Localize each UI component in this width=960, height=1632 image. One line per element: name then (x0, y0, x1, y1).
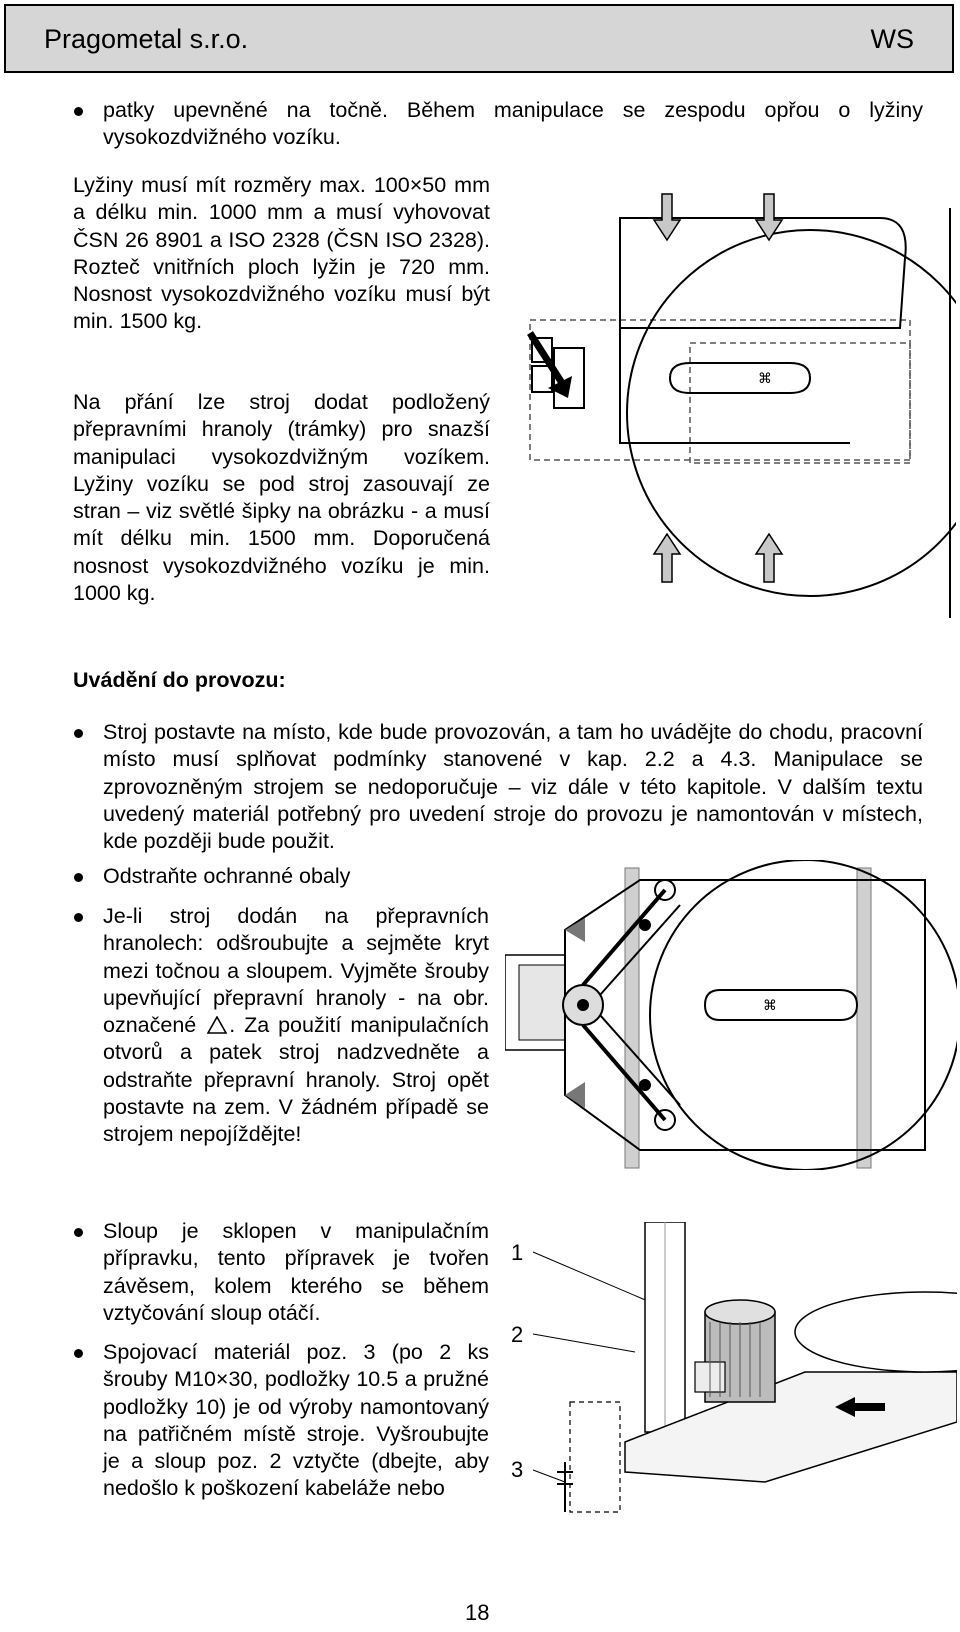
bullet-dot (74, 729, 83, 738)
document-code: WS (870, 24, 914, 54)
bullet-dot (74, 107, 83, 116)
bullet-transport-beams-part2: . Za použití manipulačních otvorů a patek stroj nadzvedněte a odstraňte přepravní hranoly. Stroj opět postavte na zem. V žádném případě se strojem nepojíždějte! (103, 1013, 490, 1147)
forklift-requirements-paragraph: Lyžiny musí mít rozměry max. 100×50 mm a délku min. 1000 mm a musí vyhovovat ČSN 26 8901 a ISO 2328 (ČSN ISO 2328). Rozteč vnitřních ploch lyžin je 720 mm. Nosnost vysokozdvižného vozíku musí být min. 1500 kg. (73, 173, 490, 334)
bullet-place-machine: Stroj postavte na místo, kde bude provozován, a tam ho uvádějte do chodu, pracovní místo musí splňovat podmínky stanovené v kap. 2.2 a 4.3. Manipulace se zprovozněným strojem se nedoporučuje – viz dále v této kapitole. V dalším textu uvedený materiál potřebný pro uvedení stroje do provozu je namontován v místech, kde později bude použit. (103, 720, 923, 854)
column-motor-figure (505, 1222, 957, 1532)
bullet-transport-beams (103, 903, 489, 1149)
section-heading: Uvádění do provozu: (73, 668, 286, 692)
bullet-fastening-material: Spojovací materiál poz. 3 (po 2 ks šrouby M10×30, podložky 10.5 a pružné podložky 10) je od výroby namontovaný na patřičném místě stroje. Vyšroubujte je a sloup poz. 2 vztyčte (dbejte, aby nedošlo k poškození kabeláže nebo (103, 1340, 489, 1501)
bullet-dot (74, 913, 83, 922)
figure-label-2: 2 (511, 1322, 524, 1347)
bullet-transport-beams-part1: Je-li stroj dodán na přepravních hranolech: odšroubujte a sejměte kryt mezi točnou a sloupem. Vyjměte šrouby upevňující přepravní hranoly - na obr. označené (103, 904, 489, 1038)
bullet-dot (74, 1349, 83, 1358)
bullet-dot (74, 873, 83, 882)
triangle-mark-icon (207, 1016, 227, 1034)
forklift-top-view-figure (510, 188, 956, 620)
figure-label-3: 3 (511, 1457, 524, 1482)
machine-base-figure (505, 860, 957, 1170)
bullet-remove-covers: Odstraňte ochranné obaly (103, 864, 351, 888)
svg-text:⌘: ⌘ (763, 998, 777, 1014)
bullet-dot (74, 1228, 83, 1237)
transport-beams-paragraph: Na přání lze stroj dodat podložený přepravními hranoly (trámky) pro snazší manipulaci vysokozdvižným vozíkem. Lyžiny vozíku se pod stroj zasouvají ze stran – viz světlé šipky na obrázku - a musí mít délku min. 1500 mm. Doporučená nosnost vysokozdvižného vozíku je min. 1000 kg. (73, 390, 490, 606)
page-number: 18 (465, 1600, 490, 1625)
page-header (4, 4, 954, 73)
figure-label-1: 1 (511, 1240, 524, 1265)
company-name: Pragometal s.r.o. (44, 24, 249, 54)
svg-text:⌘: ⌘ (758, 371, 772, 387)
bullet-column-fixture: Sloup je sklopen v manipulačním přípravku, tento přípravek je tvořen závěsem, kolem kterého se během vztyčování sloup otáčí. (103, 1219, 489, 1325)
top-bullet-text: patky upevněné na točně. Během manipulace se zespodu opřou o lyžiny vysokozdvižného vozíku. (103, 98, 923, 150)
